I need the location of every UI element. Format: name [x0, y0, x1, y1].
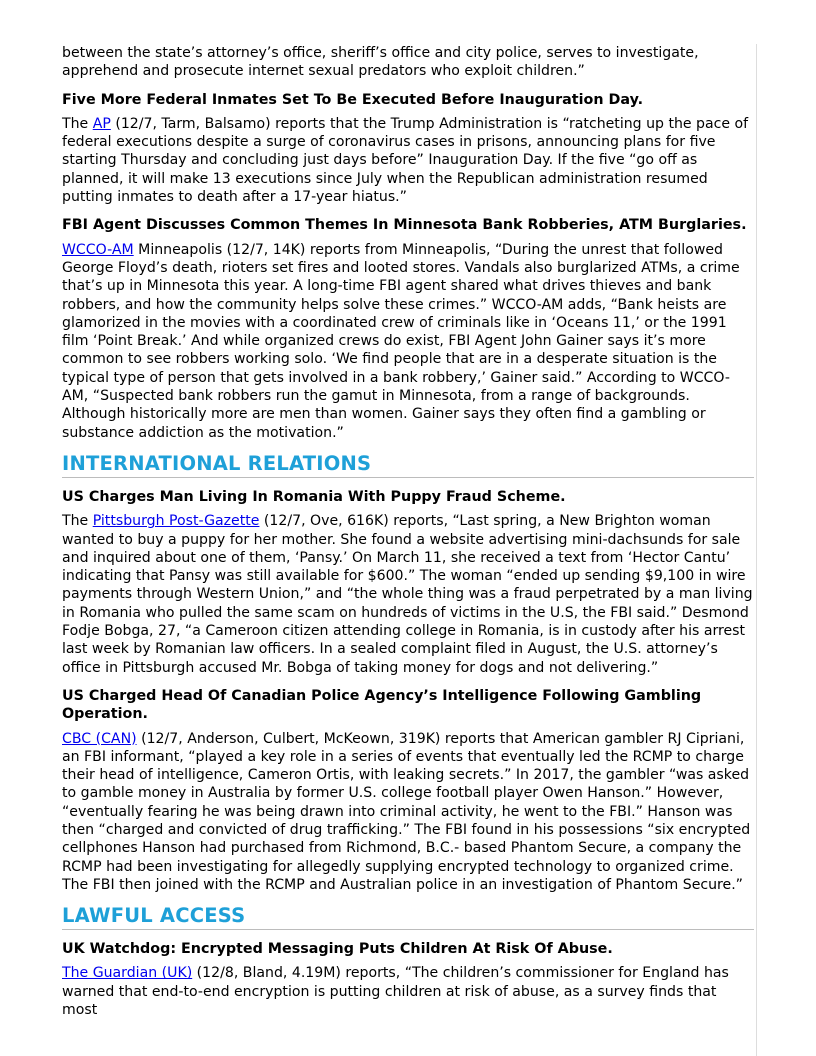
continued-paragraph: between the state’s attorney’s office, sheriff’s office and city police, serves to investigate, apprehend and prosecute internet sexual predators who exploit children.”	[62, 45, 699, 80]
story-headline: FBI Agent Discusses Common Themes In Minnesota Bank Robberies, ATM Burglaries.	[62, 217, 747, 234]
story-headline: Five More Federal Inmates Set To Be Executed Before Inauguration Day.	[62, 91, 644, 108]
right-margin-rule	[756, 44, 757, 1056]
story-minnesota-bank-robberies	[62, 216, 754, 442]
story-body: The AP (12/7, Tarm, Balsamo) reports that the Trump Administration is “ratcheting up the pace of federal executions despite a surge of coronavirus cases in prisons, announcing plans for five starting Thursday and concluding just days before” Inauguration Day. If the five “go off as planned, it will make 13 executions since July when the Republican administration resumed putting inmates to death after a 17-year hiatus.”	[62, 115, 749, 206]
story-body: The Pittsburgh Post-Gazette (12/7, Ove, 616K) reports, “Last spring, a New Brighton woman wanted to buy a puppy for her mother. She found a website advertising mini-dachsunds for sale and inquired about one of them, ‘Pansy.’ On March 11, she received a text from ‘Hector Cantu’ indicating that Pansy was still available for $600.” The woman “ended up sending $9,100 in wire payments through Western Union,” and “the whole thing was a fraud perpetrated by a man living in Romania who pulled the same scam on hundreds of victims in the U.S, the FBI said.” Desmond Fodje Bobga, 27, “a Cameroon citizen attending college in Romania, is in custody after his arrest last week by Romanian law officers. In a sealed complaint filed in August, the U.S. attorney’s office in Pittsburgh accused Mr. Bobga of taking money for dogs and not delivering.”	[62, 513, 753, 676]
source-link-cbc[interactable]: CBC (CAN)	[62, 730, 137, 747]
story-headline: US Charges Man Living In Romania With Puppy Fraud Scheme.	[62, 488, 566, 505]
section-heading-lawful-access: LAWFUL ACCESS	[62, 904, 754, 930]
story-headline: US Charged Head Of Canadian Police Agency’s Intelligence Following Gambling Operation.	[62, 687, 702, 723]
story-puppy-fraud	[62, 488, 754, 677]
newsletter-page	[62, 44, 754, 1019]
story-body: CBC (CAN) (12/7, Anderson, Culbert, McKeown, 319K) reports that American gambler RJ Cipriani, an FBI informant, “played a key role in a series of events that eventually led the RCMP to charge their head of intelligence, Cameron Ortis, with leaking secrets.” In 2017, the gambler “was asked to gamble money in Australia by former U.S. college football player Owen Hanson.” However, “eventually fearing he was being drawn into criminal activity, he went to the FBI.” Hanson was then “charged and convicted of drug trafficking.” The FBI found in his possessions “six encrypted cellphones Hanson had purchased from Richmond, B.C.- based Phantom Secure, a company the RCMP had been investigating for allegedly supplying encrypted technology to organized crime. The FBI then joined with the RCMP and Australian police in an investigation of Phantom Secure.”	[62, 730, 751, 893]
source-link-pittsburgh-post-gazette[interactable]: Pittsburgh Post-Gazette	[92, 513, 260, 530]
story-canadian-police-intelligence	[62, 687, 754, 894]
section-heading-international-relations: INTERNATIONAL RELATIONS	[62, 452, 754, 478]
source-link-ap[interactable]: AP	[92, 115, 111, 132]
story-body: The Guardian (UK) (12/8, Bland, 4.19M) reports, “The children’s commissioner for England has warned that end-to-end encryption is putting children at risk of abuse, as a survey finds that most	[62, 965, 729, 1019]
story-encrypted-messaging	[62, 940, 754, 1019]
story-federal-executions	[62, 91, 754, 207]
story-headline: UK Watchdog: Encrypted Messaging Puts Children At Risk Of Abuse.	[62, 941, 613, 958]
source-link-wcco-am[interactable]: WCCO-AM	[62, 241, 134, 258]
source-link-the-guardian[interactable]: The Guardian (UK)	[62, 965, 193, 982]
story-body: WCCO-AM Minneapolis (12/7, 14K) reports from Minneapolis, “During the unrest that followed George Floyd’s death, rioters set fires and looted stores. Vandals also burglarized ATMs, a crime that’s up in Minnesota this year. A long-time FBI agent shared what drives thieves and bank robbers, and how the community helps solve these crimes.” WCCO-AM adds, “Bank heists are glamorized in the movies with a coordinated crew of criminals like in ‘Oceans 11,’ or the 1991 film ‘Point Break.’ And while organized crews do exist, FBI Agent John Gainer says it’s more common to see robbers working solo. ‘We find people that are in a desperate situation is the typical type of person that gets involved in a bank robbery,’ Gainer said.” According to WCCO-AM, “Suspected bank robbers run the gamut in Minnesota, from a range of backgrounds. Although historically more are men than women. Gainer says they often find a gambling or substance addiction as the motivation.”	[62, 241, 740, 441]
